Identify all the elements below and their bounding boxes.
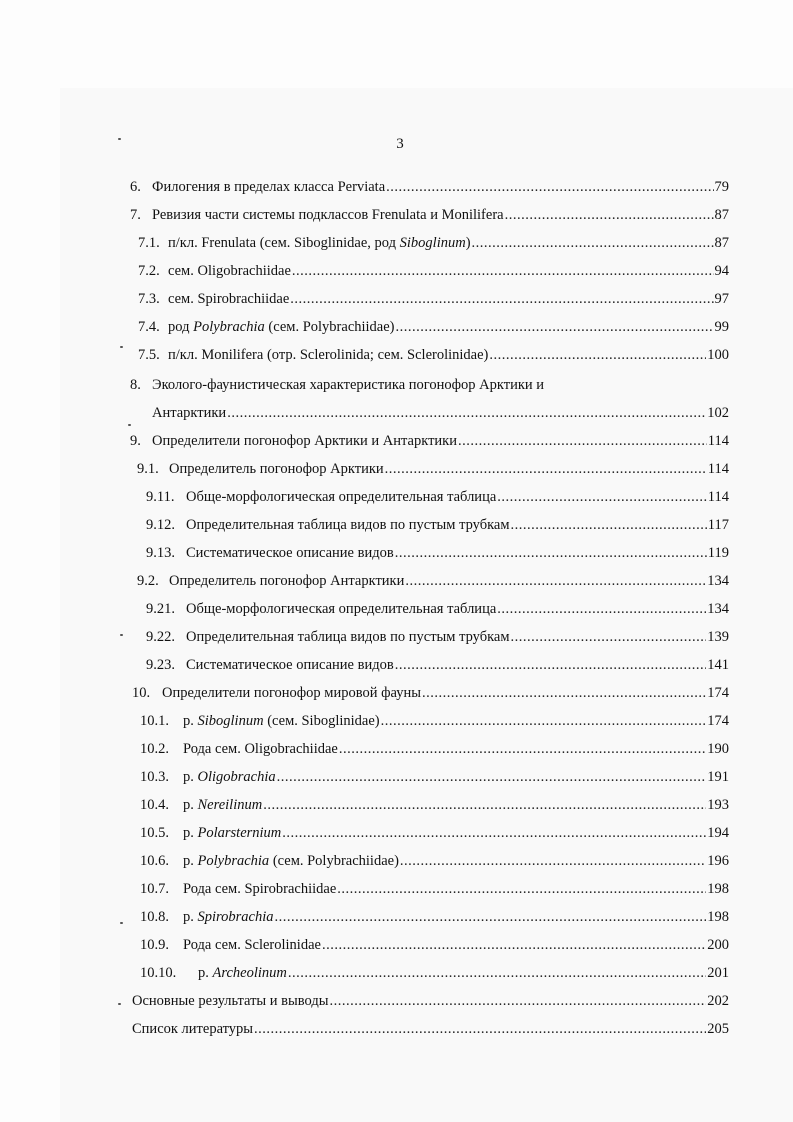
toc-line <box>0 177 793 199</box>
toc-line <box>0 261 793 283</box>
toc-title <box>186 543 394 563</box>
toc-line <box>0 487 793 509</box>
toc-number: 7.1. <box>138 235 160 251</box>
toc-page: 205 <box>707 1021 729 1037</box>
toc-line <box>0 655 793 677</box>
toc-title <box>183 767 276 787</box>
toc-number: 10.5. <box>140 825 169 841</box>
toc-page: 87 <box>714 235 729 251</box>
toc-title-italic-part: Nereilinum <box>197 797 263 813</box>
toc-title-part: п/кл. Frenulata (сем. Siboglinidae, род <box>168 235 400 251</box>
toc-number: 10. <box>132 685 151 701</box>
toc-page: 190 <box>707 741 729 757</box>
toc-title <box>152 431 457 451</box>
toc-title-part: Эколого-фаунистическая характеристика погонофор Арктики и <box>152 377 545 393</box>
toc-title <box>183 851 399 871</box>
toc-page: 174 <box>707 713 729 729</box>
toc-number: 9. <box>130 433 141 449</box>
toc-line <box>0 1019 793 1041</box>
toc-leader-dots <box>277 767 707 787</box>
toc-page: 200 <box>707 937 729 953</box>
toc-title <box>186 599 496 619</box>
toc-line <box>0 459 793 481</box>
toc-title <box>183 907 274 927</box>
toc-title <box>186 627 510 647</box>
toc-title <box>183 823 281 843</box>
toc-page: 196 <box>707 853 729 869</box>
toc-title-part: (сем. Siboglinidae) <box>263 713 380 729</box>
toc-title <box>162 683 421 703</box>
toc-line <box>0 767 793 789</box>
toc-title-part: Обще-морфологическая определительная таблица <box>186 489 497 505</box>
toc-title <box>168 317 395 337</box>
toc-title-italic-part: Polybrachia <box>197 853 270 869</box>
toc-title-part: Антарктики <box>152 405 227 421</box>
toc-title-italic-part: Polybrachia <box>193 319 265 335</box>
toc-number: 10.2. <box>140 741 169 757</box>
toc-number: 10.4. <box>140 797 169 813</box>
toc-number: 8. <box>130 377 141 393</box>
toc-title-part: (сем. Polybrachiidae) <box>264 319 395 335</box>
toc-number: 9.11. <box>146 489 175 505</box>
toc-leader-dots <box>489 345 706 365</box>
toc-leader-dots <box>275 907 707 927</box>
toc-line <box>0 711 793 733</box>
toc-leader-dots <box>322 935 706 955</box>
toc-title-part: Систематическое описание видов <box>186 545 394 561</box>
toc-line <box>0 935 793 957</box>
toc-line <box>0 571 793 593</box>
toc-number: 9.13. <box>146 545 175 561</box>
toc-page: 100 <box>707 347 729 363</box>
toc-title <box>168 233 471 253</box>
toc-title-part: р. <box>198 965 213 981</box>
toc-title-part: Ревизия части системы подклассов Frenulata и Monilifera <box>152 207 504 223</box>
toc-page: 134 <box>707 601 729 617</box>
toc-title <box>183 935 321 955</box>
toc-title-part: Определитель погонофор Арктики <box>169 461 384 477</box>
toc-title-part: р. <box>183 713 198 729</box>
toc-number: 10.6. <box>140 853 169 869</box>
toc-number: 9.2. <box>137 573 159 589</box>
toc-number: 9.21. <box>146 601 175 617</box>
toc-leader-dots <box>329 991 706 1011</box>
toc-page: 198 <box>707 881 729 897</box>
toc-page: 198 <box>707 909 729 925</box>
toc-title-part: Список литературы <box>132 1021 254 1037</box>
toc-line <box>0 907 793 929</box>
toc-line <box>0 345 793 367</box>
toc-page: 202 <box>707 993 729 1009</box>
toc-title-part: Определительная таблица видов по пустым трубкам <box>186 517 510 533</box>
toc-line <box>0 515 793 537</box>
toc-line <box>0 739 793 761</box>
toc-title-part: (сем. Polybrachiidae) <box>269 853 399 869</box>
toc-leader-dots <box>497 487 707 507</box>
toc-line <box>0 317 793 339</box>
toc-title-italic-part: Spirobrachia <box>197 909 274 925</box>
toc-number: 6. <box>130 179 141 195</box>
toc-title-part: Обще-морфологическая определительная таблица <box>186 601 497 617</box>
toc-title-part: р. <box>183 825 198 841</box>
toc-page: 87 <box>714 207 729 223</box>
toc-number: 7.4. <box>138 319 160 335</box>
toc-title <box>168 345 488 365</box>
toc-title-part: Рода сем. Sclerolinidae <box>183 937 321 953</box>
toc-number: 10.9. <box>140 937 169 953</box>
toc-number: 7. <box>130 207 141 223</box>
toc-page: 94 <box>714 263 729 279</box>
toc-line <box>0 599 793 621</box>
toc-page: 193 <box>707 797 729 813</box>
toc-leader-dots <box>511 627 707 647</box>
toc-leader-dots <box>290 289 713 309</box>
toc-line <box>0 683 793 705</box>
toc-page: 119 <box>707 545 729 561</box>
toc-leader-dots <box>254 1019 706 1039</box>
toc-page: 79 <box>714 179 729 195</box>
toc-line <box>0 963 793 985</box>
toc-line <box>0 879 793 901</box>
toc-leader-dots <box>282 823 706 843</box>
toc-page: 117 <box>707 517 729 533</box>
toc-number: 9.22. <box>146 629 175 645</box>
toc-page: 139 <box>707 629 729 645</box>
toc-title <box>152 403 226 423</box>
toc-title-italic-part: Siboglinum <box>399 235 466 251</box>
toc-title-part: Определительная таблица видов по пустым трубкам <box>186 629 510 645</box>
toc-title <box>169 571 404 591</box>
toc-page: 97 <box>714 291 729 307</box>
toc-leader-dots <box>288 963 706 983</box>
toc-title-part: р. <box>183 909 198 925</box>
toc-line <box>0 205 793 227</box>
toc-line <box>0 823 793 845</box>
toc-number: 7.3. <box>138 291 160 307</box>
toc-leader-dots <box>400 851 706 871</box>
toc-leader-dots <box>227 403 706 423</box>
toc-title-italic-part: Oligobrachia <box>197 769 276 785</box>
toc-title-part: Филогения в пределах класса Perviata <box>152 179 386 195</box>
toc-leader-dots <box>395 543 707 563</box>
toc-title-italic-part: Siboglinum <box>197 713 264 729</box>
toc-title-part: Основные результаты и выводы <box>132 993 329 1009</box>
toc-title-part: ) <box>465 235 471 251</box>
toc-page: 194 <box>707 825 729 841</box>
toc-title <box>183 739 338 759</box>
toc-page: 201 <box>707 965 729 981</box>
toc-page: 114 <box>707 433 729 449</box>
toc-leader-dots <box>381 711 707 731</box>
toc-title <box>168 261 291 281</box>
toc-title-italic-part: Polarsternium <box>197 825 282 841</box>
toc-leader-dots <box>472 233 714 253</box>
toc-leader-dots <box>337 879 706 899</box>
toc-leader-dots <box>458 431 707 451</box>
toc-title <box>168 289 289 309</box>
page-number: 3 <box>396 136 404 152</box>
toc-line <box>0 795 793 817</box>
toc-title-part: Рода сем. Spirobrachiidae <box>183 881 337 897</box>
toc-page: 174 <box>707 685 729 701</box>
toc-leader-dots <box>292 261 714 281</box>
toc-title-part: Определители погонофор мировой фауны <box>162 685 421 701</box>
toc-title <box>152 375 544 395</box>
toc-leader-dots <box>385 459 707 479</box>
toc-title <box>169 459 384 479</box>
toc-number: 10.7. <box>140 881 169 897</box>
toc-title <box>132 991 328 1011</box>
toc-line <box>0 543 793 565</box>
toc-page: 114 <box>707 461 729 477</box>
toc-title-part: Систематическое описание видов <box>186 657 394 673</box>
toc-title-part: Определители погонофор Арктики и Антарктики <box>152 433 457 449</box>
toc-title <box>183 879 336 899</box>
toc-title <box>186 487 496 507</box>
toc-line <box>0 375 793 397</box>
toc-title-italic-part: Archeolinum <box>212 965 287 981</box>
toc-leader-dots <box>505 205 714 225</box>
toc-title-part: р. <box>183 853 198 869</box>
toc-title <box>198 963 287 983</box>
toc-number: 10.1. <box>140 713 169 729</box>
toc-title <box>183 711 380 731</box>
toc-title-part: р. <box>183 797 198 813</box>
toc-number: 10.3. <box>140 769 169 785</box>
toc-title <box>152 177 385 197</box>
toc-leader-dots <box>497 599 706 619</box>
toc-page: 102 <box>707 405 729 421</box>
toc-title <box>132 1019 253 1039</box>
toc-number: 9.12. <box>146 517 175 533</box>
toc-page: 134 <box>707 573 729 589</box>
toc-title-part: Рода сем. Oligobrachiidae <box>183 741 338 757</box>
toc-page: 141 <box>707 657 729 673</box>
toc-number: 10.8. <box>140 909 169 925</box>
toc-leader-dots <box>405 571 706 591</box>
toc-page: 99 <box>714 319 729 335</box>
toc-leader-dots <box>422 683 706 703</box>
toc-title <box>186 515 510 535</box>
toc-number: 9.1. <box>137 461 159 477</box>
toc-number: 10.10. <box>140 965 177 981</box>
toc-page: 114 <box>707 489 729 505</box>
toc-leader-dots <box>339 739 706 759</box>
toc-title-part: сем. Spirobrachiidae <box>168 291 290 307</box>
toc-line <box>0 627 793 649</box>
toc-title-part: род <box>168 319 194 335</box>
toc-title <box>183 795 262 815</box>
toc-line <box>0 431 793 453</box>
toc-number: 7.5. <box>138 347 160 363</box>
toc-leader-dots <box>386 177 713 197</box>
toc-line <box>0 851 793 873</box>
toc-title-part: п/кл. Monilifera (отр. Sclerolinida; сем. Sclerolinidae) <box>168 347 489 363</box>
toc-title-part: сем. Oligobrachiidae <box>168 263 291 279</box>
toc-number: 7.2. <box>138 263 160 279</box>
toc-title-part: Определитель погонофор Антарктики <box>169 573 405 589</box>
toc-leader-dots <box>395 655 707 675</box>
toc-line <box>0 991 793 1013</box>
toc-title <box>152 205 504 225</box>
toc-page: 191 <box>707 769 729 785</box>
toc-line <box>0 289 793 311</box>
toc-line <box>0 403 793 425</box>
toc-line <box>0 233 793 255</box>
toc-title-part: р. <box>183 769 198 785</box>
toc-number: 9.23. <box>146 657 175 673</box>
toc-leader-dots <box>263 795 706 815</box>
toc-title <box>186 655 394 675</box>
toc-leader-dots <box>396 317 714 337</box>
toc-leader-dots <box>511 515 707 535</box>
